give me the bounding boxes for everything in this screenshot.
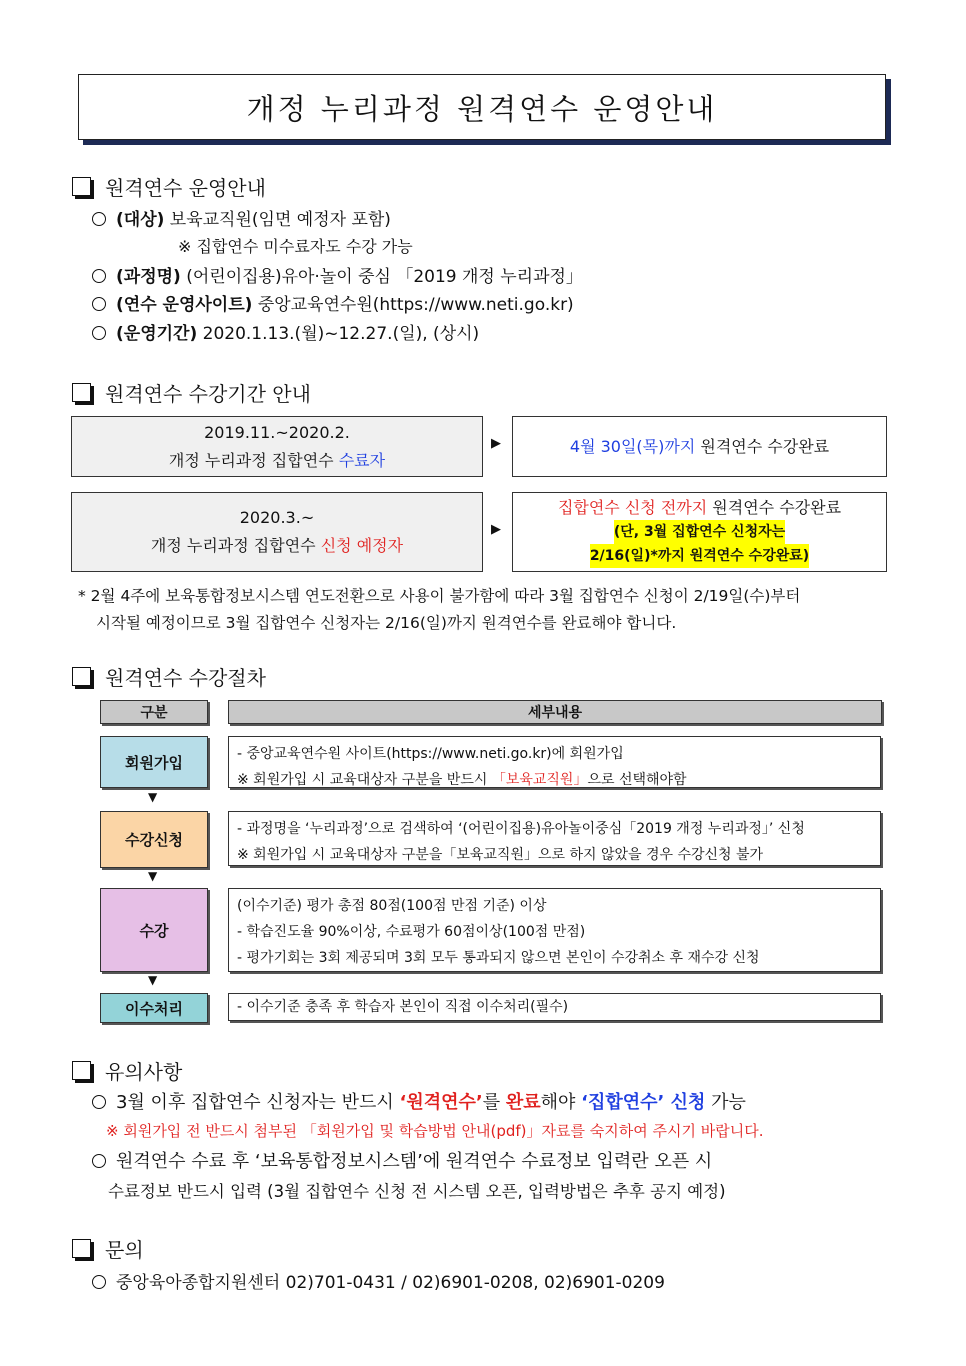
- deadline: 집합연수 신청 전까지: [557, 498, 708, 517]
- note-2: [92, 1147, 712, 1173]
- step-completion: 이수처리: [100, 993, 208, 1023]
- period-result-completed: [512, 416, 887, 477]
- circle-bullet-icon: [92, 326, 106, 340]
- down-arrow-icon: ▼: [148, 973, 158, 987]
- period-box-completed: [71, 416, 483, 477]
- detail-line: ※ 회원가입 시 교육대상자 구분을「보육교직원」으로 하지 않았을 경우 수강신청 불가: [237, 847, 764, 863]
- detail-line: (이수기준) 평가 총점 80점(100점 만점 기준) 이상: [237, 898, 547, 914]
- section-header-operation: [72, 172, 266, 201]
- text: 원격연수 수료 후 ‘보육통합정보시스템’에 원격연수 수료정보 입력란 오픈 시: [116, 1151, 713, 1172]
- title-box: [78, 74, 886, 140]
- page-title: 개정 누리과정 원격연수 운영안내: [246, 91, 718, 126]
- procedure-header-category: 구분: [100, 700, 208, 724]
- circle-bullet-icon: [92, 212, 106, 226]
- highlight-text: ‘집합연수’ 신청: [581, 1092, 706, 1113]
- section-header-period: [72, 378, 311, 407]
- note-1-sub: ※ 회원가입 전 반드시 첨부된 「회원가입 및 학습방법 안내(pdf)」자료를 숙지하여 주시기 바랍니다.: [106, 1122, 764, 1140]
- circle-bullet-icon: [92, 1154, 106, 1168]
- checkbox-square-icon: [72, 1061, 91, 1080]
- value: (어린이집용)유아·놀이 중심 「2019 개정 누리과정」: [180, 267, 583, 287]
- period-range: 2019.11.~2020.2.: [204, 422, 350, 442]
- text: 를: [482, 1092, 506, 1113]
- circle-bullet-icon: [92, 269, 106, 283]
- text: 으로 선택해야함: [587, 772, 687, 788]
- detail-line: - 학습진도율 90%이상, 수료평가 60점이상(100점 만점): [237, 924, 586, 940]
- circle-bullet-icon: [92, 1275, 106, 1289]
- highlight-text: 완료: [505, 1092, 541, 1113]
- detail-line: [237, 767, 872, 793]
- period-target: [169, 447, 385, 475]
- highlighted-note: 2/16(일)*까지 원격연수 수강완료): [590, 544, 809, 568]
- result-text: [558, 496, 841, 520]
- overview-target-note: ※ 집합연수 미수료자도 수강 가능: [178, 237, 413, 256]
- text: ※ 회원가입 시 교육대상자 구분을 반드시: [237, 772, 492, 788]
- period-range: 2020.3.~: [239, 508, 315, 527]
- label: (대상): [116, 210, 165, 230]
- text: 원격연수 수강완료: [695, 436, 830, 456]
- highlight-text: 수료자: [338, 450, 386, 470]
- text: 3월 이후 집합연수 신청자는 반드시: [116, 1092, 400, 1113]
- overview-site: [92, 290, 574, 315]
- value: 중앙교육연수원(https://www.neti.go.kr): [252, 295, 574, 315]
- detail-line: - 과정명을 ‘누리과정’으로 검색하여 ‘(어린이집용)유아놀이중심「2019 개정 누리과정」’ 신청: [237, 821, 805, 837]
- section-title: 원격연수 운영안내: [105, 176, 266, 200]
- down-arrow-icon: ▼: [148, 790, 158, 804]
- step-completion-detail: [228, 993, 881, 1021]
- highlight-text: 신청 예정자: [320, 536, 404, 555]
- overview-period: [92, 319, 479, 344]
- procedure-header-detail: 세부내용: [228, 700, 882, 724]
- highlight-text: 「보육교직원」: [491, 772, 588, 788]
- section-title: 원격연수 수강기간 안내: [105, 382, 311, 406]
- right-arrow-icon: ▶: [491, 522, 501, 537]
- checkbox-square-icon: [72, 1239, 91, 1258]
- checkbox-square-icon: [72, 177, 91, 196]
- overview-course: [92, 262, 583, 287]
- highlight-text: ‘원격연수’: [399, 1092, 483, 1113]
- step-enroll-detail: [228, 811, 881, 866]
- checkbox-square-icon: [72, 383, 91, 402]
- step-signup: 회원가입: [100, 736, 208, 788]
- deadline: 4월 30일(목)까지: [569, 436, 696, 456]
- overview-target: [92, 205, 391, 230]
- period-footnote-2: 시작될 예정이므로 3월 집합연수 신청자는 2/16(일)까지 원격연수를 완료해야 합니다.: [96, 614, 677, 632]
- detail-line: - 중앙교육연수원 사이트(https://www.neti.go.kr)에 회원가입: [237, 746, 624, 762]
- note-2-continued: 수료정보 반드시 입력 (3월 집합연수 신청 전 시스템 오픈, 입력방법은 추후 공지 예정): [108, 1182, 726, 1201]
- highlighted-note: (단, 3월 집합연수 신청자는: [614, 520, 785, 544]
- step-study-detail: [228, 888, 881, 972]
- label: (운영기간): [116, 324, 198, 344]
- text: 개정 누리과정 집합연수: [168, 450, 339, 470]
- result-text: [570, 433, 829, 461]
- period-target: [151, 532, 403, 560]
- section-title: 유의사항: [105, 1060, 183, 1084]
- period-result-applicant: [512, 492, 887, 572]
- down-arrow-icon: ▼: [148, 869, 158, 883]
- contact-line: [92, 1268, 665, 1293]
- label: (연수 운영사이트): [116, 295, 253, 315]
- right-arrow-icon: ▶: [491, 436, 501, 451]
- detail-line: - 이수기준 충족 후 학습자 본인이 직접 이수처리(필수): [237, 999, 569, 1015]
- note-1: [92, 1088, 746, 1114]
- circle-bullet-icon: [92, 297, 106, 311]
- section-header-contact: [72, 1234, 144, 1263]
- label: (과정명): [116, 267, 181, 287]
- period-box-applicant: [71, 492, 483, 572]
- text: 개정 누리과정 집합연수: [150, 536, 321, 555]
- text: 해야: [540, 1092, 582, 1113]
- contact-text: 중앙육아종합지원센터 02)701-0431 / 02)6901-0208, 02)6901-0209: [116, 1273, 665, 1293]
- text: 가능: [705, 1092, 746, 1113]
- checkbox-square-icon: [72, 667, 91, 686]
- detail-line: - 평가기회는 3회 제공되며 3회 모두 통과되지 않으면 본인이 수강취소 후 재수강 신청: [237, 950, 760, 966]
- period-footnote-1: * 2월 4주에 보육통합정보시스템 연도전환으로 사용이 불가함에 따라 3월 집합연수 신청이 2/19일(수)부터: [78, 587, 801, 605]
- section-title: 문의: [105, 1238, 144, 1262]
- section-title: 원격연수 수강절차: [105, 666, 266, 690]
- circle-bullet-icon: [92, 1095, 106, 1109]
- text: 원격연수 수강완료: [707, 498, 842, 517]
- section-header-procedure: [72, 662, 266, 691]
- step-signup-detail: [228, 736, 881, 788]
- step-enroll: 수강신청: [100, 811, 208, 868]
- section-header-notes: [72, 1056, 182, 1085]
- step-study: 수강: [100, 888, 208, 972]
- value: 2020.1.13.(월)~12.27.(일), (상시): [197, 324, 480, 344]
- value: 보육교직원(임면 예정자 포함): [164, 210, 391, 230]
